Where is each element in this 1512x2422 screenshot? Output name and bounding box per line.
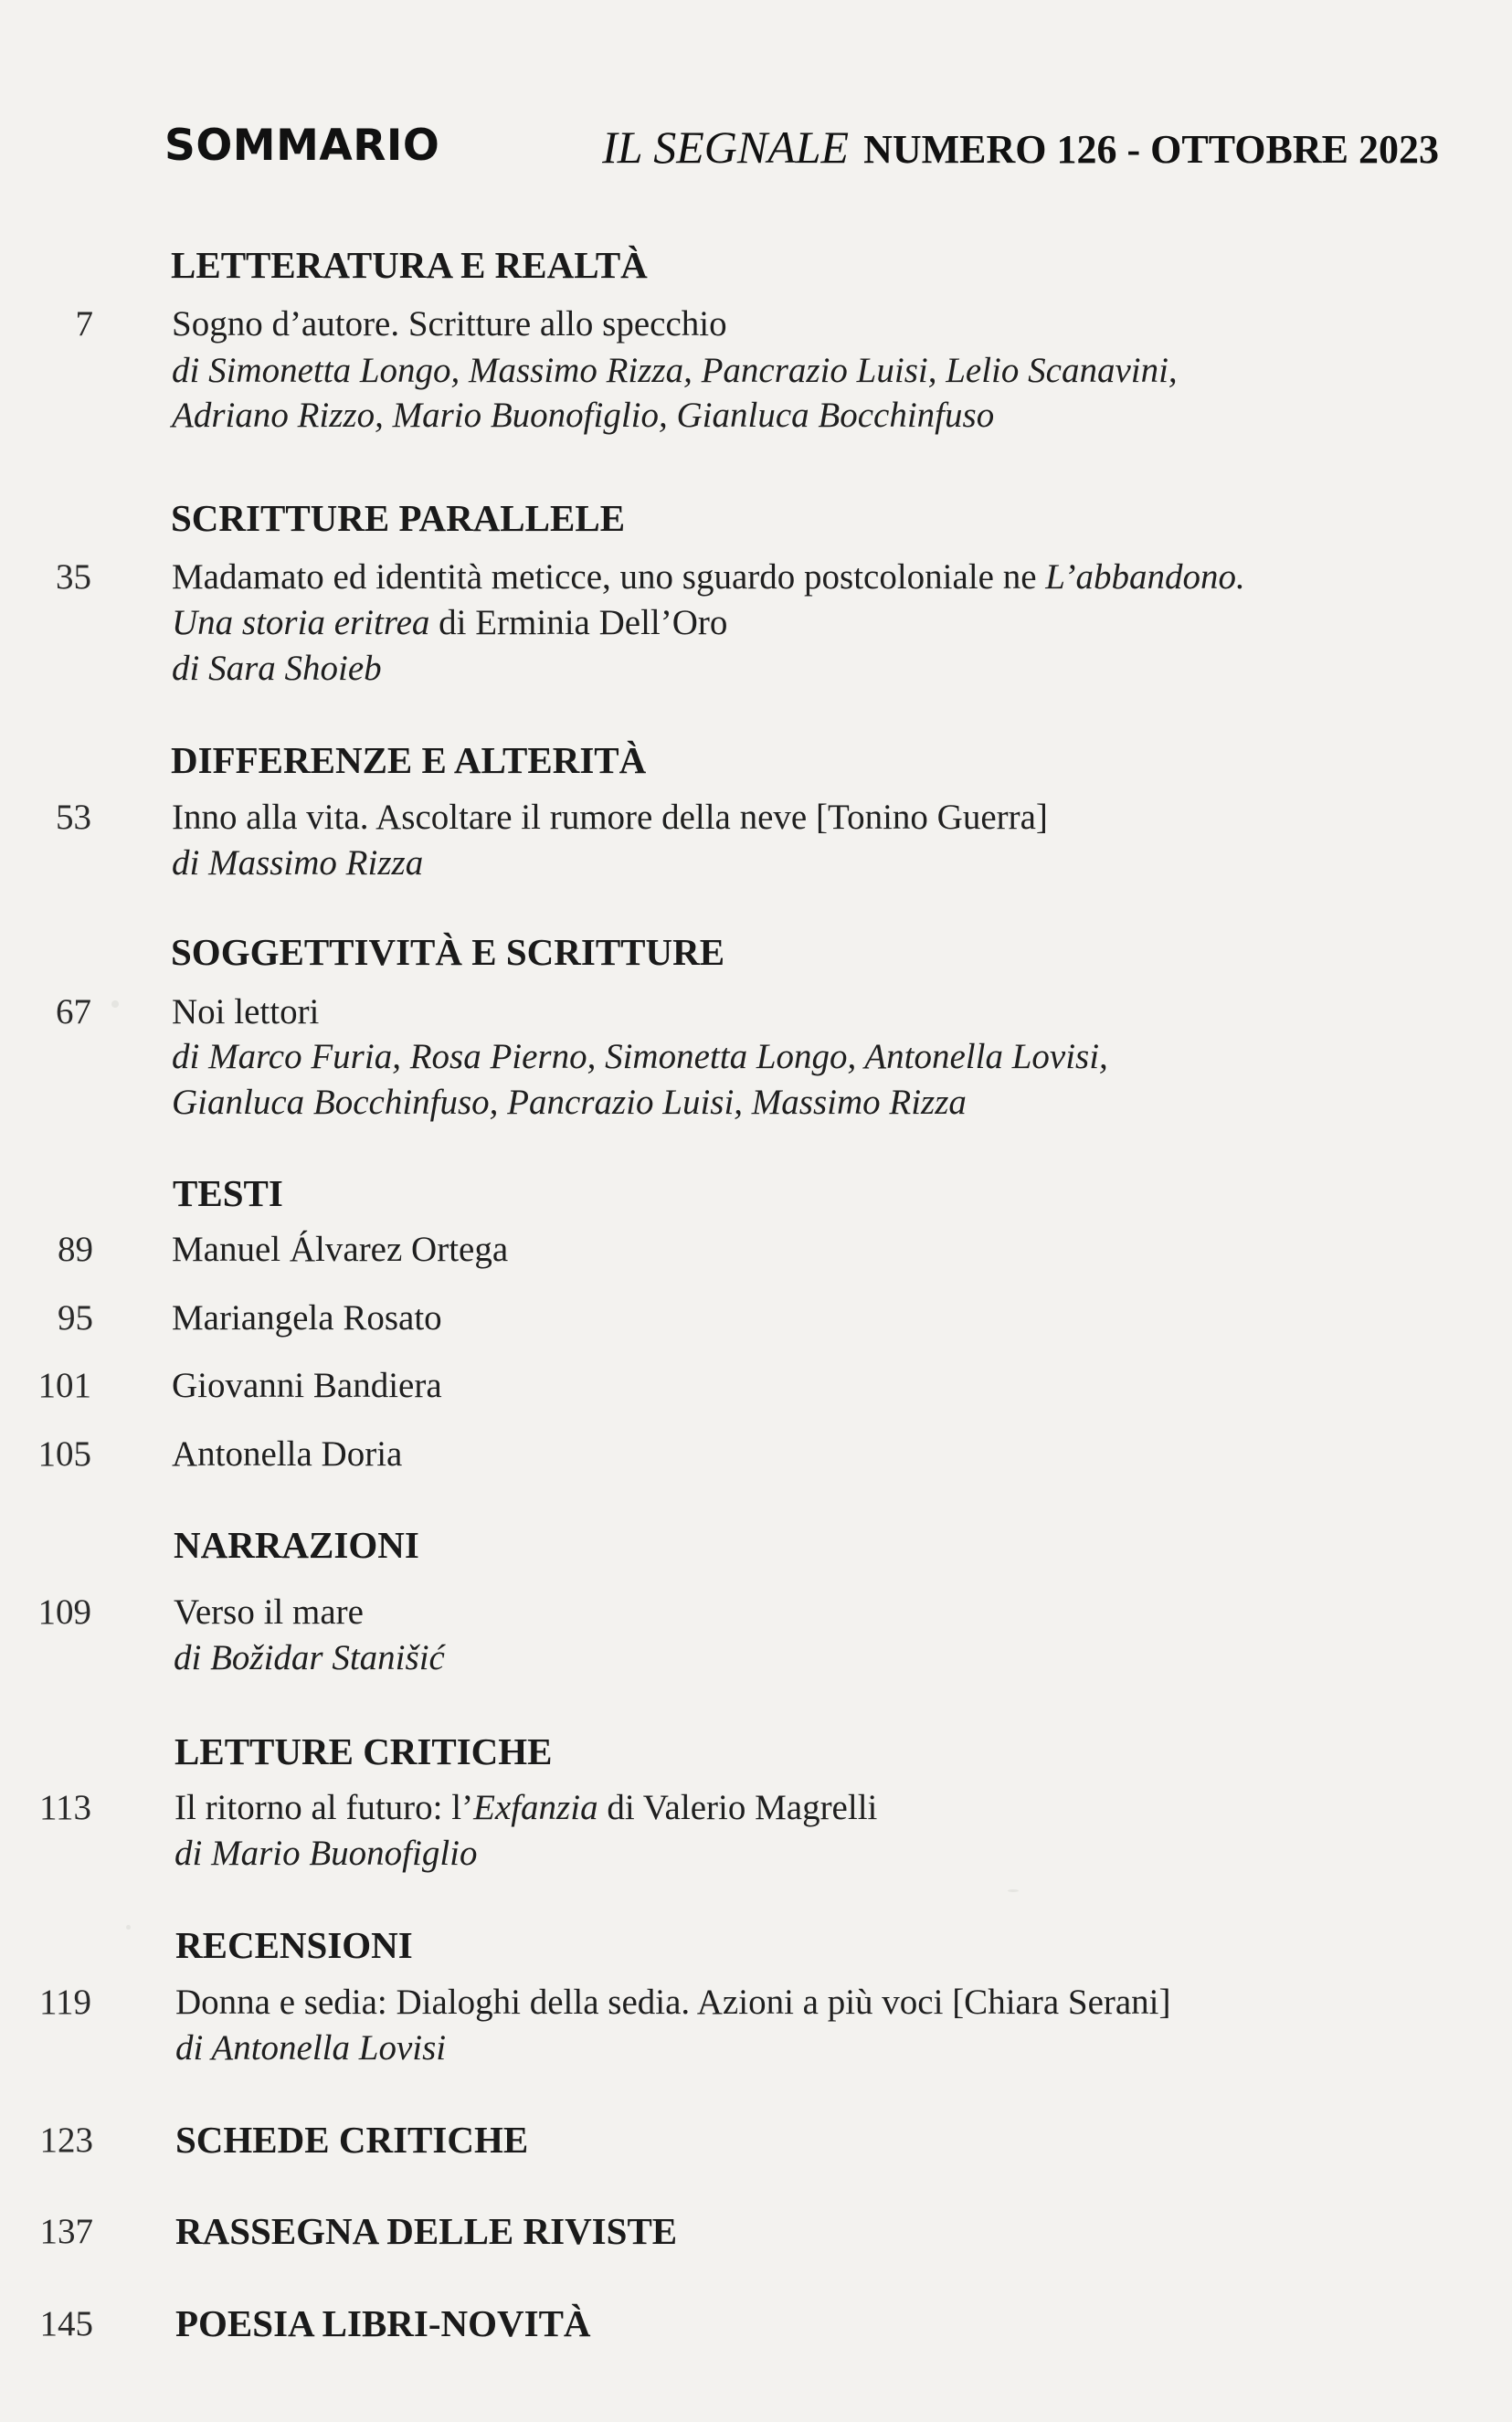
- entry-author: di Antonella Lovisi: [175, 2028, 447, 2068]
- section-title-soggettivita: SOGGETTIVITÀ E SCRITTURE: [171, 931, 725, 973]
- entry-title: Giovanni Bandiera: [172, 1366, 442, 1405]
- section-title-narrazioni: NARRAZIONI: [174, 1524, 419, 1566]
- issue-info: NUMERO 126 - OTTOBRE 2023: [863, 127, 1439, 172]
- page-number: 95: [58, 1298, 93, 1338]
- section-title-poesia: POESIA LIBRI-NOVITÀ: [175, 2302, 591, 2344]
- page-number: 7: [75, 304, 93, 344]
- section-title-scritture-parallele: SCRITTURE PARALLELE: [171, 497, 626, 539]
- section-title-differenze: DIFFERENZE E ALTERITÀ: [171, 739, 647, 781]
- page-number: 89: [58, 1230, 93, 1269]
- page-number: 53: [56, 798, 91, 837]
- entry-authors: di Marco Furia, Rosa Pierno, Simonetta Longo, Antonella Lovisi,: [172, 1037, 1108, 1076]
- page-number: 67: [56, 992, 91, 1031]
- journal-masthead: [602, 121, 1439, 174]
- entry-title: Noi lettori: [172, 992, 320, 1031]
- section-title-schede-critiche: SCHEDE CRITICHE: [175, 2119, 529, 2161]
- entry-author: di Mario Buonofiglio: [174, 1834, 478, 1873]
- paper-speck: [1008, 1889, 1019, 1892]
- entry-title-text: di Erminia Dell’Oro: [429, 603, 728, 642]
- entry-author: di Massimo Rizza: [172, 843, 424, 883]
- paper-speck: [126, 1925, 131, 1930]
- entry-authors: Adriano Rizzo, Mario Buonofiglio, Gianluca Bocchinfuso: [172, 396, 995, 435]
- entry-title: [172, 556, 1245, 598]
- page-number: 145: [39, 2304, 93, 2343]
- section-title-testi: TESTI: [173, 1172, 283, 1214]
- page-number: 35: [56, 557, 91, 597]
- entry-title: [172, 602, 727, 643]
- entry-title-italic: Una storia eritrea: [172, 603, 430, 642]
- entry-title-text: Il ritorno al futuro: l’: [174, 1788, 474, 1827]
- entry-title-italic: L’abbandono.: [1045, 557, 1245, 597]
- entry-title: Manuel Álvarez Ortega: [172, 1230, 509, 1269]
- page-number: 105: [37, 1434, 91, 1474]
- entry-author: di Božidar Stanišić: [174, 1638, 445, 1677]
- entry-title: Antonella Doria: [172, 1434, 403, 1474]
- section-title-recensioni: RECENSIONI: [175, 1924, 413, 1966]
- entry-title-text: Madamato ed identità meticce, uno sguardo postcoloniale ne: [172, 557, 1046, 597]
- entry-title: [174, 1787, 877, 1828]
- entry-title: Sogno d’autore. Scritture allo specchio: [172, 304, 727, 344]
- page-number: 113: [38, 1788, 91, 1827]
- section-title-letture-critiche: LETTURE CRITICHE: [174, 1730, 553, 1772]
- entry-title: Verso il mare: [174, 1592, 364, 1632]
- page-number: 101: [37, 1366, 91, 1405]
- entry-authors: Gianluca Bocchinfuso, Pancrazio Luisi, Massimo Rizza: [172, 1083, 967, 1122]
- entry-title-text: di Valerio Magrelli: [597, 1788, 878, 1827]
- entry-authors: di Simonetta Longo, Massimo Rizza, Pancrazio Luisi, Lelio Scanavini,: [172, 351, 1178, 390]
- page-number: 109: [37, 1592, 91, 1632]
- entry-title: Donna e sedia: Dialoghi della sedia. Azioni a più voci [Chiara Serani]: [175, 1983, 1171, 2022]
- entry-title-italic: Exfanzia: [473, 1788, 598, 1827]
- entry-title: Mariangela Rosato: [172, 1298, 442, 1338]
- entry-author: di Sara Shoieb: [172, 649, 382, 688]
- page-number: 119: [38, 1983, 91, 2022]
- paper-speck: [111, 1000, 119, 1008]
- entry-title: Inno alla vita. Ascoltare il rumore della neve [Tonino Guerra]: [172, 798, 1048, 837]
- page-header: [164, 121, 1439, 185]
- page-number: 137: [39, 2212, 93, 2251]
- section-title-rassegna: RASSEGNA DELLE RIVISTE: [175, 2210, 678, 2252]
- sommario-heading: SOMMARIO: [164, 121, 440, 171]
- page-number: 123: [39, 2121, 93, 2160]
- section-title-letteratura: LETTERATURA E REALTÀ: [171, 244, 648, 286]
- journal-title: IL SEGNALE: [602, 122, 850, 173]
